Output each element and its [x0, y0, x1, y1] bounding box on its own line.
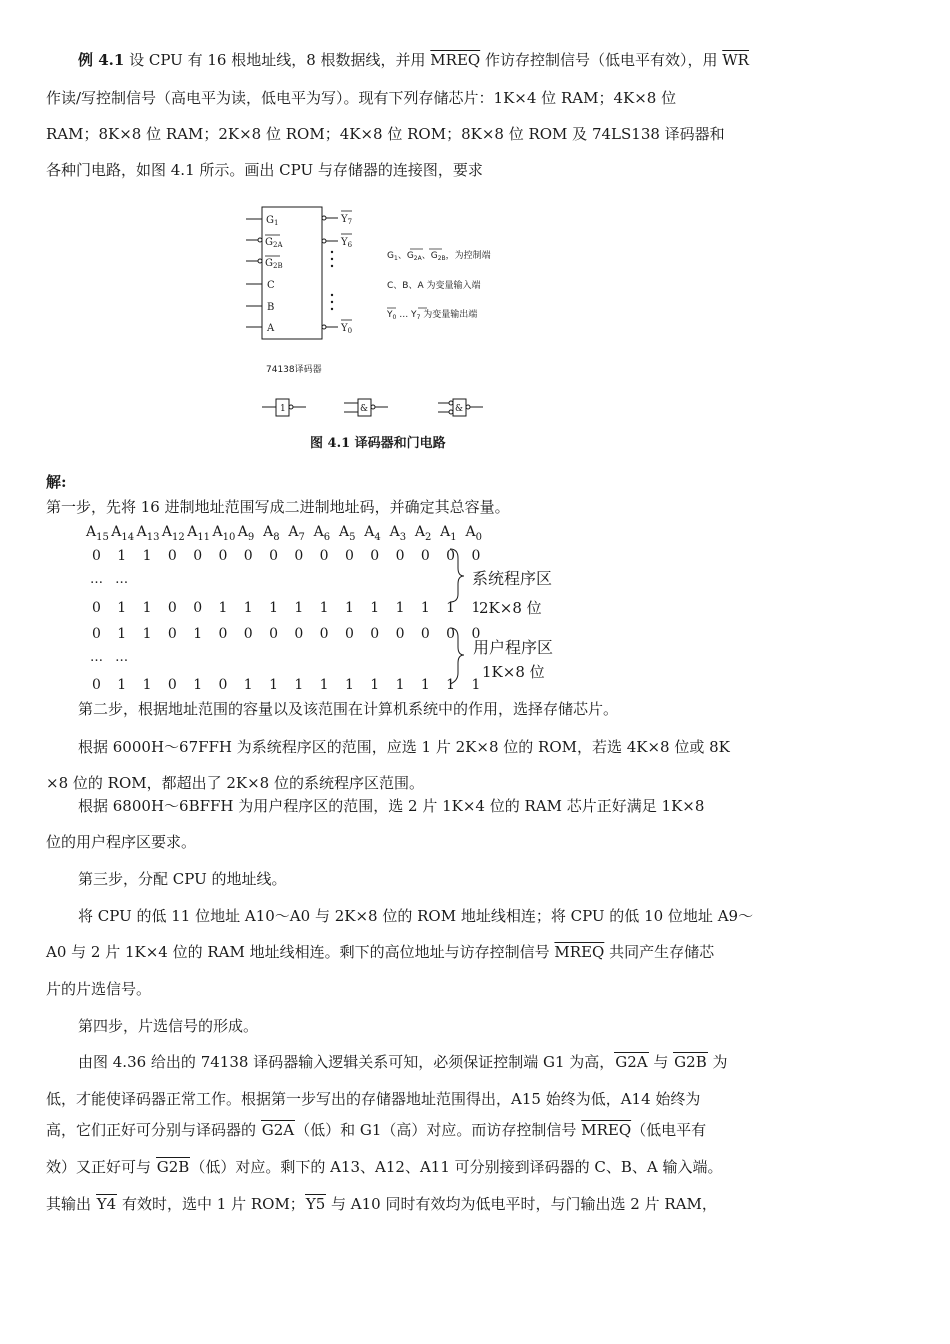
step4-para-line-5: 其输出 Y4 有效时，选中 1 片 ROM；Y5 与 A10 同时有效均为低电平时，与门输出选 2 片 RAM， — [46, 1195, 717, 1213]
ram-para-line-2: 位的用户程序区要求。 — [46, 833, 197, 851]
address-bit: 0 — [446, 548, 456, 564]
address-bit: 1 — [420, 677, 430, 693]
address-bit: 1 — [344, 677, 354, 693]
address-bit-label: $A_4$ — [364, 524, 381, 543]
address-row-start-system — [92, 548, 497, 564]
address-bit: 1 — [471, 600, 481, 616]
address-bit: 0 — [370, 548, 380, 564]
address-bit: 0 — [193, 600, 203, 616]
address-bit: 1 — [218, 600, 228, 616]
address-bit: 0 — [243, 626, 253, 642]
address-bit: 1 — [243, 600, 253, 616]
address-bit: 0 — [395, 626, 405, 642]
address-bit-label: $A_7$ — [288, 524, 305, 543]
problem-line-1: 例 4.1 设 CPU 有 16 根地址线，8 根数据线，并用 MREQ 作访存控制信号（低电平有效），用 $\overline{WR}$ — [78, 51, 749, 69]
note-output: $Y_0$ … $Y_7$ 为变量输出端 — [387, 310, 478, 321]
address-bit: 1 — [395, 677, 405, 693]
address-bit-label: $A_{14}$ — [111, 524, 135, 543]
solution-heading: 解: — [46, 473, 67, 491]
address-bit: 1 — [243, 677, 253, 693]
address-bit: 0 — [243, 548, 253, 564]
address-bit: 0 — [92, 626, 101, 642]
addr-para-line-1: 将 CPU 的低 11 位地址 A10～A0 与 2K×8 位的 ROM 地址线相连；将 CPU 的低 10 位地址 A9～ — [78, 907, 754, 925]
address-bit-label: $A_{11}$ — [187, 524, 211, 543]
address-bit: 1 — [370, 677, 380, 693]
step4-para-line-2: 低，才能使译码器正常工作。根据第一步写出的存储器地址范围得出，A15 始终为低，A14 始终为 — [46, 1090, 701, 1108]
gate-not: 1 — [280, 404, 286, 414]
gate-and: & — [360, 404, 369, 414]
address-bit: 0 — [92, 677, 101, 693]
address-bit: 0 — [319, 626, 329, 642]
brace-user — [450, 628, 464, 684]
address-bit: 1 — [446, 600, 456, 616]
mreq-signal-3: MREQ — [581, 1121, 632, 1139]
address-bit: 0 — [193, 548, 203, 564]
step4-para-line-4: 效）又正好可与 G2B（低）对应。剩下的 A13、A12、A11 可分别接到译码器的 C、B、A 输入端。 — [46, 1158, 723, 1176]
address-row-start-user — [92, 626, 497, 642]
address-bit-label: $A_0$ — [465, 524, 482, 543]
address-bit: 1 — [142, 677, 152, 693]
figure-caption: 图 4.1 译码器和门电路 — [310, 436, 446, 451]
ellipsis-1: … … — [90, 572, 133, 587]
wr-signal: $\overline{WR}$ — [722, 51, 749, 69]
problem-line-4: 各种门电路，如图 4.1 所示。画出 CPU 与存储器的连接图，要求 — [46, 161, 483, 179]
g2a-signal-2: G2A — [261, 1121, 295, 1139]
ram-para-line-1: 根据 6800H～6BFFH 为用户程序区的范围，选 2 片 1K×4 位的 RAM 芯片正好满足 1K×8 — [78, 797, 705, 815]
address-bit: 1 — [294, 600, 304, 616]
address-bit: 0 — [92, 600, 101, 616]
brace-group — [448, 546, 470, 692]
brace-system — [450, 549, 464, 602]
address-bit: 0 — [218, 548, 228, 564]
problem-line-2: 作读/写控制信号（高电平为读，低电平为写）。现有下列存储芯片：1K×4 位 RAM；4K×8 位 — [46, 89, 677, 107]
address-header — [86, 524, 491, 543]
address-bit: 0 — [446, 626, 456, 642]
address-bit: 0 — [420, 626, 430, 642]
address-bit: 1 — [193, 677, 203, 693]
address-bit: 0 — [269, 626, 278, 642]
address-bit: 1 — [117, 677, 127, 693]
address-bit: 0 — [420, 548, 430, 564]
rom-para-line-2: ×8 位的 ROM，都超出了 2K×8 位的系统程序区范围。 — [46, 774, 424, 792]
address-bit: 1 — [193, 626, 203, 642]
address-bit-label: $A_{12}$ — [161, 524, 185, 543]
address-row-end-user — [92, 677, 497, 693]
note-control: $G_1$、$G_{2A}$、$G_{2B}$，为控制端 — [387, 251, 491, 262]
pin-b: B — [267, 302, 275, 313]
address-bit: 0 — [344, 548, 354, 564]
pin-c: C — [267, 280, 275, 291]
address-bit: 1 — [420, 600, 430, 616]
step-2: 第二步，根据地址范围的容量以及该范围在计算机系统中的作用，选择存储芯片。 — [78, 700, 619, 718]
decoder-figure — [240, 200, 540, 460]
address-bit-label: $A_6$ — [313, 524, 331, 543]
address-bit: 0 — [167, 677, 177, 693]
address-bit: 0 — [319, 548, 329, 564]
address-bit: 0 — [344, 626, 354, 642]
address-bit: 0 — [218, 677, 228, 693]
address-bit: 1 — [319, 600, 329, 616]
step4-para-line-3: 高，它们正好可分别与译码器的 G2A（低）和 G1（高）对应。而访存控制信号 MREQ（低电平有 — [46, 1121, 707, 1139]
addr-para-line-3: 片的片选信号。 — [46, 980, 152, 998]
g2b-signal-2: G2B — [156, 1158, 190, 1176]
g2a-signal: G2A — [615, 1053, 648, 1071]
address-bit: 1 — [142, 548, 152, 564]
system-region-size: 2K×8 位 — [479, 599, 542, 617]
address-bit-label: $A_{10}$ — [212, 524, 236, 543]
step-4: 第四步，片选信号的形成。 — [78, 1017, 259, 1035]
pin-g1: $G_1$ — [266, 215, 279, 227]
address-bit: 1 — [117, 600, 127, 616]
address-bit: 1 — [370, 600, 380, 616]
address-bit-label: $A_2$ — [414, 524, 432, 543]
address-bit: 1 — [269, 600, 278, 616]
address-bit-label: $A_{13}$ — [136, 524, 160, 543]
address-bit: 1 — [344, 600, 354, 616]
pin-y6: $Y_6$ — [341, 237, 353, 249]
y4-signal: Y4 — [96, 1195, 117, 1213]
address-bit-label: $A_{15}$ — [86, 524, 109, 543]
step-3: 第三步，分配 CPU 的地址线。 — [78, 870, 287, 888]
address-bit: 0 — [167, 626, 177, 642]
addr-para-line-2: A0 与 2 片 1K×4 位的 RAM 地址线相连。剩下的高位地址与访存控制信号 MREQ 共同产生存储芯 — [46, 943, 715, 961]
y5-signal: Y5 — [305, 1195, 326, 1213]
address-bit: 0 — [167, 600, 177, 616]
user-region-label: 用户程序区 — [473, 638, 554, 657]
address-bit: 1 — [395, 600, 405, 616]
address-bit: 0 — [471, 548, 481, 564]
pin-g2a: $G_{2A}$ — [265, 237, 283, 249]
user-region-size: 1K×8 位 — [482, 663, 545, 681]
pin-y7: $Y_7$ — [341, 214, 353, 226]
mreq-signal: MREQ — [430, 51, 481, 69]
address-bit: 1 — [471, 677, 481, 693]
step4-para-line-1: 由图 4.36 给出的 74138 译码器输入逻辑关系可知，必须保证控制端 G1 为高，G2A 与 G2B 为 — [78, 1053, 728, 1071]
address-bit: 1 — [446, 677, 456, 693]
rom-para-line-1: 根据 6000H～67FFH 为系统程序区的范围，应选 1 片 2K×8 位的 ROM，若选 4K×8 位或 8K — [78, 738, 730, 756]
address-bit: 0 — [218, 626, 228, 642]
pin-y0: $Y_0$ — [341, 323, 353, 335]
chip-label: 74138译码器 — [266, 365, 322, 375]
address-bit-label: $A_9$ — [237, 524, 255, 543]
address-bit-label: $A_8$ — [263, 524, 280, 543]
address-bit: 1 — [319, 677, 329, 693]
address-bit: 1 — [142, 626, 152, 642]
mreq-signal-2: MREQ — [554, 943, 605, 961]
address-bit: 0 — [294, 626, 304, 642]
address-bit: 0 — [370, 626, 380, 642]
address-bit: 1 — [142, 600, 152, 616]
address-bit: 0 — [167, 548, 177, 564]
ellipsis-2: … … — [90, 650, 133, 665]
address-bit-label: $A_1$ — [440, 524, 457, 543]
address-bit: 1 — [117, 548, 127, 564]
step-1: 第一步，先将 16 进制地址范围写成二进制地址码，并确定其总容量。 — [46, 498, 510, 516]
problem-line-3: RAM；8K×8 位 RAM；2K×8 位 ROM；4K×8 位 ROM；8K×8 位 ROM 及 74LS138 译码器和 — [46, 125, 725, 143]
address-bit-label: $A_3$ — [389, 524, 407, 543]
address-bit: 1 — [294, 677, 304, 693]
system-region-label: 系统程序区 — [472, 569, 553, 588]
pin-a: A — [267, 323, 275, 334]
example-label: 例 4.1 — [78, 51, 125, 69]
gate-and-inverted: & — [455, 404, 464, 414]
note-input: C、B、A 为变量输入端 — [387, 281, 481, 291]
address-bit: 0 — [92, 548, 101, 564]
address-row-end-system — [92, 600, 497, 616]
address-bit: 0 — [294, 548, 304, 564]
pin-g2b: $G_{2B}$ — [265, 258, 283, 270]
address-bit: 0 — [269, 548, 278, 564]
address-bit: 0 — [395, 548, 405, 564]
address-bit-label: $A_5$ — [338, 524, 356, 543]
address-bit: 0 — [471, 626, 481, 642]
g2b-signal: G2B — [674, 1053, 707, 1071]
address-bit: 1 — [117, 626, 127, 642]
address-bit: 1 — [269, 677, 278, 693]
